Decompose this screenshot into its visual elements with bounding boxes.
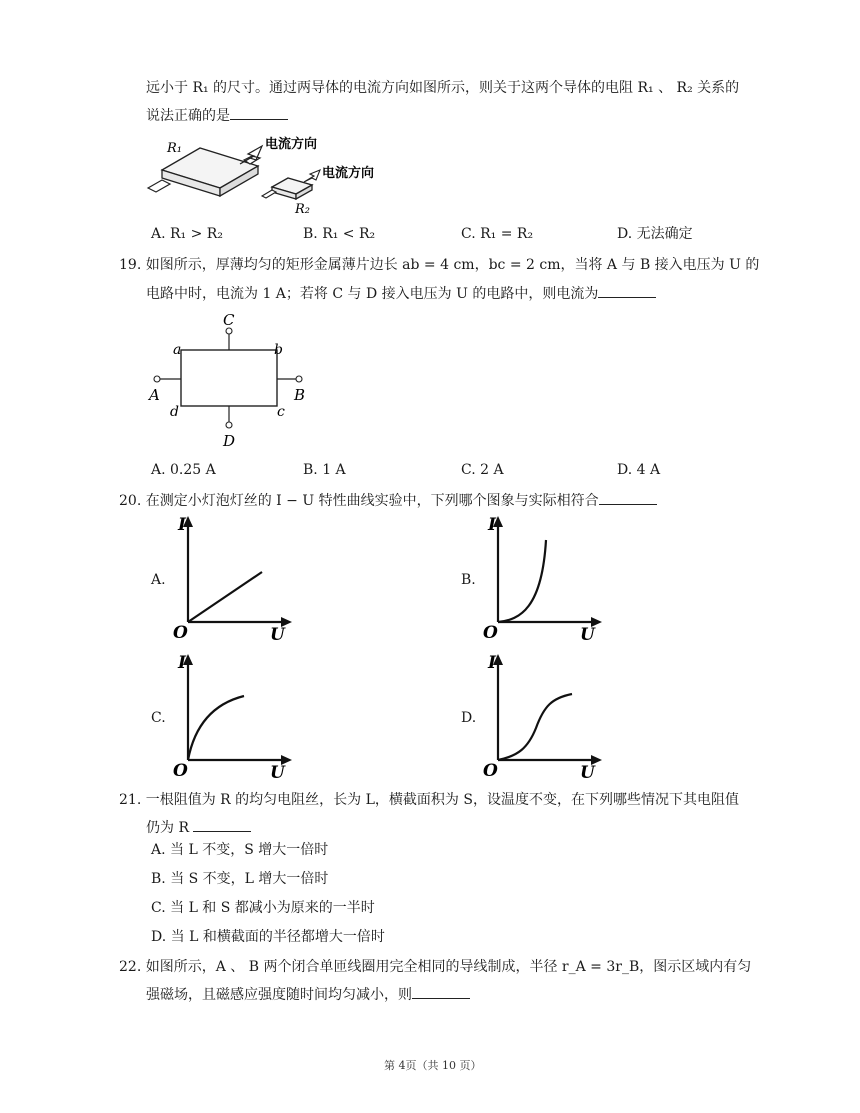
q21-line-2: [146, 817, 251, 838]
graph-d: [480, 648, 610, 783]
q21-line-1: 21. 一根阻值为 R 的均匀电阻丝，长为 L，横截面积为 S，设温度不变，在下列哪些情况下其电阻值: [119, 792, 739, 808]
q19-line-2: [146, 283, 656, 304]
iu-curve: [498, 540, 546, 622]
q21-option-c: C. 当 L 和 S 都减小为原来的一半时: [151, 900, 375, 916]
origin-label: O: [483, 761, 498, 781]
q22-line-2: [146, 984, 470, 1005]
q20-option-a-label: A.: [151, 572, 166, 588]
axis-u-label: U: [270, 763, 285, 783]
q19-option-c: C. 2 A: [461, 462, 504, 478]
q20-option-d-label: D.: [461, 710, 477, 726]
origin-label: O: [483, 623, 498, 643]
lead-in-2: [262, 190, 276, 198]
q19-line-1: 19. 如图所示，厚薄均匀的矩形金属薄片边长 ab = 4 cm，bc = 2 cm，当将 A 与 B 接入电压为 U 的: [119, 257, 760, 273]
answer-blank: [230, 105, 288, 120]
q19-option-d: D. 4 A: [617, 462, 661, 478]
q20-stem-text: 20. 在测定小灯泡灯丝的 I − U 特性曲线实验中，下列哪个图象与实际相符合: [119, 493, 599, 509]
origin-label: O: [173, 761, 188, 781]
axis-i-label: I: [178, 653, 186, 673]
r2-label: R₂: [295, 202, 310, 217]
answer-blank: [193, 817, 251, 832]
q21-option-b: B. 当 S 不变，L 增大一倍时: [151, 871, 329, 887]
q19-option-a: A. 0.25 A: [151, 462, 216, 478]
page-footer: 第 4页（共 10 页）: [384, 1059, 482, 1072]
terminal-b: [296, 376, 302, 382]
graph-c: [170, 648, 300, 783]
current-arrow-2: [304, 170, 320, 182]
q18-stem-text: 说法正确的是: [146, 108, 230, 124]
axis-i-label: I: [488, 653, 496, 673]
iu-curve: [498, 694, 572, 760]
q18-figure: [140, 130, 400, 220]
q22-stem-text: 强磁场，且磁感应强度随时间均匀减小，则: [146, 987, 412, 1003]
axis-u-label: U: [270, 625, 285, 645]
corner-a-label: a: [173, 342, 182, 358]
q19-stem-text: 电路中时，电流为 1 A；若将 C 与 D 接入电压为 U 的电路中，则电流为: [146, 286, 599, 302]
axis-i-label: I: [488, 515, 496, 535]
q22-line-1: 22. 如图所示，A 、 B 两个闭合单匝线圈用完全相同的导线制成，半径 r_A = 3r_B，图示区域内有匀: [119, 959, 752, 975]
q18-line-2: [146, 105, 288, 126]
axis-u-label: U: [580, 625, 595, 645]
terminal-b-label: B: [294, 386, 306, 404]
axis-u-label: U: [580, 763, 595, 783]
answer-blank: [598, 283, 656, 298]
terminal-a: [154, 376, 160, 382]
q18-option-c: C. R₁ = R₂: [461, 226, 534, 242]
answer-blank: [412, 984, 470, 999]
terminal-c-label: C: [223, 311, 235, 329]
current-direction-label-2: 电流方向: [322, 166, 375, 181]
iu-curve: [188, 696, 244, 760]
answer-blank: [599, 490, 657, 505]
graph-a: [170, 510, 300, 645]
axis-i-label: I: [178, 515, 186, 535]
r1-label: R₁: [167, 141, 182, 156]
q20-option-c-label: C.: [151, 710, 166, 726]
metal-plate: [181, 350, 277, 406]
q18-option-a: A. R₁ > R₂: [151, 226, 223, 242]
current-direction-label-1: 电流方向: [265, 137, 318, 152]
terminal-a-label: A: [149, 386, 160, 404]
q18-option-b: B. R₁ < R₂: [303, 226, 376, 242]
iu-curve: [188, 572, 262, 622]
q21-option-a: A. 当 L 不变，S 增大一倍时: [151, 842, 329, 858]
graph-b: [480, 510, 610, 645]
corner-c-label: c: [277, 404, 285, 420]
lead-in-1: [148, 180, 170, 192]
q18-line-1: 远小于 R₁ 的尺寸。通过两导体的电流方向如图所示，则关于这两个导体的电阻 R₁ 、 R₂ 关系的: [146, 80, 740, 96]
corner-d-label: d: [170, 404, 179, 420]
q19-option-b: B. 1 A: [303, 462, 346, 478]
q21-stem-text: 仍为 R: [146, 820, 189, 836]
q20-option-b-label: B.: [461, 572, 476, 588]
terminal-d: [226, 422, 232, 428]
q18-option-d: D. 无法确定: [617, 226, 693, 242]
q20-line-1: [119, 490, 657, 511]
q21-option-d: D. 当 L 和横截面的半径都增大一倍时: [151, 929, 385, 945]
q19-figure: [140, 308, 320, 453]
origin-label: O: [173, 623, 188, 643]
terminal-d-label: D: [223, 432, 236, 450]
corner-b-label: b: [274, 342, 283, 358]
